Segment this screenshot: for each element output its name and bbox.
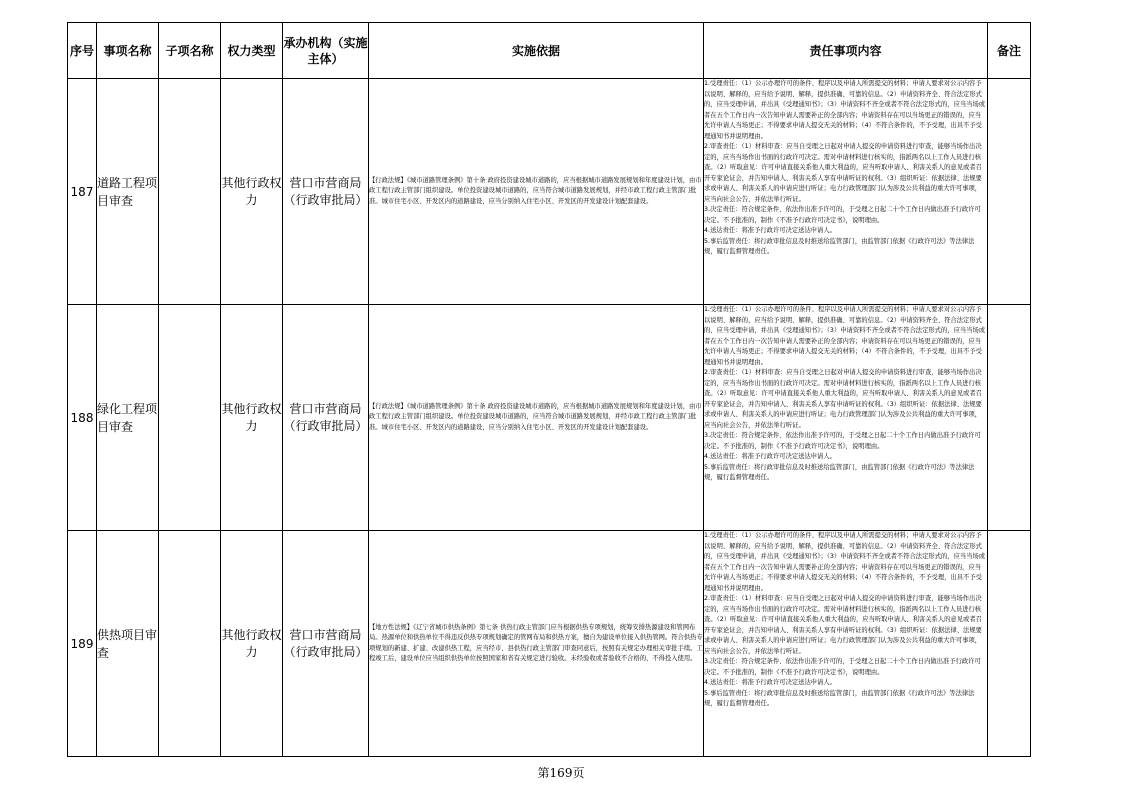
header-sub-name: 子项名称 [159, 23, 221, 79]
table-row [68, 305, 1031, 531]
table-row [68, 79, 1031, 305]
duty-review: 2.审查责任：（1）材料审查：应当自受理之日起对申请人提交的申请资料进行审查，能够当场作出决定的，应当当场作出书面的行政许可决定。需对申请材料进行核实的，指派两名以上工作人员进行核查。（2）听取意见：许可申请直接关系他人重大利益的，应当听取申请人、利害关系人的意见或者召开专家论证会，并告知申请人、利害关系人享有申请听证的权利。（3）组织听证：依据法律、法规要求或申请人、利害关系人的申请应进行听证；电力行政管理部门认为涉及公共利益的重大许可事项，应当向社会公告，并依法举行听证。 [704, 369, 982, 429]
duty-review: 2.审查责任：（1）材料审查：应当自受理之日起对申请人提交的申请资料进行审查，能够当场作出决定的，应当当场作出书面的行政许可决定。需对申请材料进行核实的，指派两名以上工作人员进行核查。（2）听取意见：许可申请直接关系他人重大利益的，应当听取申请人、利害关系人的意见或者召开专家论证会，并告知申请人、利害关系人享有申请听证的权利。（3）组织听证：依据法律、法规要求或申请人、利害关系人的申请应进行听证；电力行政管理部门认为涉及公共利益的重大许可事项，应当向社会公告，并依法举行听证。 [704, 595, 982, 655]
row-remark [988, 531, 1031, 757]
row-sub-name [159, 305, 221, 531]
duty-decide: 3.决定责任：符合规定条件、依法作出准予许可的，于受理之日起二十个工作日内做出准予行政许可决定。不予批准的，制作《不准予行政许可决定书》，说明理由。 [704, 658, 981, 676]
row-remark [988, 305, 1031, 531]
row-power-type: 其他行政权力 [221, 531, 283, 757]
row-basis: 【地方性法规】《辽宁省城市供热条例》第七条 供热行政主管部门应当根据供热专项规划，统筹安排热源建设和管网布局。热源单位和供热单位不得违反供热专项规划确定的管网布局和供热方案，擅自为建设单位接入供热管网。符合供热专项规划的新建、扩建、改建供热工程，应当经市、县供热行政主管部门审查同意后，按照有关规定办理相关审批手续。工程竣工后，建设单位应当组织供热单位按照国家和省有关规定进行验收。未经验收或者验收不合格的，不得投入使用。 [369, 531, 704, 757]
duty-deliver: 4.送达责任：将准予行政许可决定送达申请人。 [704, 453, 836, 460]
row-basis: 【行政法规】《城市道路管理条例》第十条 政府投资建设城市道路的，应当根据城市道路发展规划和年度建设计划，由市政工程行政主管部门组织建设。单位投资建设城市道路的，应当符合城市道路发展规划，并经市政工程行政主管部门批准。城市住宅小区、开发区内的道路建设，应当分别纳入住宅小区、开发区的开发建设计划配套建设。 [369, 79, 704, 305]
header-row [68, 23, 1031, 79]
page-number: 第169页 [537, 766, 585, 780]
row-org: 营口市营商局（行政审批局） [283, 531, 369, 757]
header-org: 承办机构（实施主体） [283, 23, 369, 79]
row-num: 189 [68, 531, 97, 757]
duty-accept: 1.受理责任：（1）公示办理许可的条件、程序以及申请人所需提交的材料；申请人要求对公示内容予以说明、解释的，应当给予说明、解释，提供准确、可靠的信息。（2）申请资料齐全、符合法定形式的，应当受理申请，并出具《受理通知书》；（3）申请资料不齐全或者不符合法定形式的，应当当场或者在五个工作日内一次告知申请人需要补正的全部内容；申请资料存在可以当场更正的错误的，应当允许申请人当场更正；不得要求申请人提交无关的材料；（4）不符合条件的，不予受理，出具不予受理通知书并说明理由。 [704, 80, 986, 140]
duty-supervise: 5.事后监管责任：将行政审批信息及时推送给监管部门，由监管部门依据《行政许可法》等法律法规，履行监督管理责任。 [704, 689, 975, 707]
header-power-type: 权力类型 [221, 23, 283, 79]
duty-accept: 1.受理责任：（1）公示办理许可的条件、程序以及申请人所需提交的材料；申请人要求对公示内容予以说明、解释的，应当给予说明、解释，提供准确、可靠的信息。（2）申请资料齐全、符合法定形式的，应当受理申请，并出具《受理通知书》；（3）申请资料不齐全或者不符合法定形式的，应当当场或者在五个工作日内一次告知申请人需要补正的全部内容；申请资料存在可以当场更正的错误的，应当允许申请人当场更正；不得要求申请人提交无关的材料；（4）不符合条件的，不予受理，出具不予受理通知书并说明理由。 [704, 306, 986, 366]
duty-supervise: 5.事后监管责任：将行政审批信息及时推送给监管部门，由监管部门依据《行政许可法》等法律法规，履行监督管理责任。 [704, 237, 975, 255]
duty-review: 2.审查责任：（1）材料审查：应当自受理之日起对申请人提交的申请资料进行审查，能够当场作出决定的，应当当场作出书面的行政许可决定。需对申请材料进行核实的，指派两名以上工作人员进行核查。（2）听取意见：许可申请直接关系他人重大利益的，应当听取申请人、利害关系人的意见或者召开专家论证会，并告知申请人、利害关系人享有申请听证的权利。（3）组织听证：依据法律、法规要求或申请人、利害关系人的申请应进行听证；电力行政管理部门认为涉及公共利益的重大许可事项，应当向社会公告，并依法举行听证。 [704, 143, 982, 203]
row-org: 营口市营商局（行政审批局） [283, 305, 369, 531]
row-sub-name [159, 79, 221, 305]
header-basis: 实施依据 [369, 23, 704, 79]
duty-deliver: 4.送达责任：将准予行政许可决定送达申请人。 [704, 679, 836, 686]
header-remark: 备注 [988, 23, 1031, 79]
row-power-type: 其他行政权力 [221, 79, 283, 305]
row-item-name: 道路工程项目审查 [97, 79, 159, 305]
row-duty [704, 531, 988, 757]
duty-supervise: 5.事后监管责任：将行政审批信息及时推送给监管部门，由监管部门依据《行政许可法》等法律法规，履行监督管理责任。 [704, 463, 975, 481]
row-power-type: 其他行政权力 [221, 305, 283, 531]
duty-decide: 3.决定责任：符合规定条件、依法作出准予许可的，于受理之日起二十个工作日内做出准予行政许可决定。不予批准的，制作《不准予行政许可决定书》，说明理由。 [704, 432, 981, 450]
table-row [68, 531, 1031, 757]
row-num: 188 [68, 305, 97, 531]
row-item-name: 供热项目审查 [97, 531, 159, 757]
row-item-name: 绿化工程项目审查 [97, 305, 159, 531]
row-org: 营口市营商局（行政审批局） [283, 79, 369, 305]
header-num: 序号 [68, 23, 97, 79]
header-duty: 责任事项内容 [704, 23, 988, 79]
row-num: 187 [68, 79, 97, 305]
duty-decide: 3.决定责任：符合规定条件、依法作出准予许可的，于受理之日起二十个工作日内做出准予行政许可决定。不予批准的，制作《不准予行政许可决定书》，说明理由。 [704, 206, 981, 224]
row-sub-name [159, 531, 221, 757]
row-basis: 【行政法规】《城市道路管理条例》第十条 政府投资建设城市道路的，应当根据城市道路发展规划和年度建设计划，由市政工程行政主管部门组织建设。单位投资建设城市道路的，应当符合城市道路发展规划，并经市政工程行政主管部门批准。城市住宅小区、开发区内的道路建设，应当分别纳入住宅小区、开发区的开发建设计划配套建设。 [369, 305, 704, 531]
row-duty [704, 305, 988, 531]
row-duty [704, 79, 988, 305]
duty-accept: 1.受理责任：（1）公示办理许可的条件、程序以及申请人所需提交的材料；申请人要求对公示内容予以说明、解释的，应当给予说明、解释，提供准确、可靠的信息。（2）申请资料齐全、符合法定形式的，应当受理申请，并出具《受理通知书》；（3）申请资料不齐全或者不符合法定形式的，应当当场或者在五个工作日内一次告知申请人需要补正的全部内容；申请资料存在可以当场更正的错误的，应当允许申请人当场更正；不得要求申请人提交无关的材料；（4）不符合条件的，不予受理，出具不予受理通知书并说明理由。 [704, 532, 986, 592]
header-item-name: 事项名称 [97, 23, 159, 79]
row-remark [988, 79, 1031, 305]
duty-deliver: 4.送达责任：将准予行政许可决定送达申请人。 [704, 227, 836, 234]
power-list-table [67, 22, 1031, 757]
